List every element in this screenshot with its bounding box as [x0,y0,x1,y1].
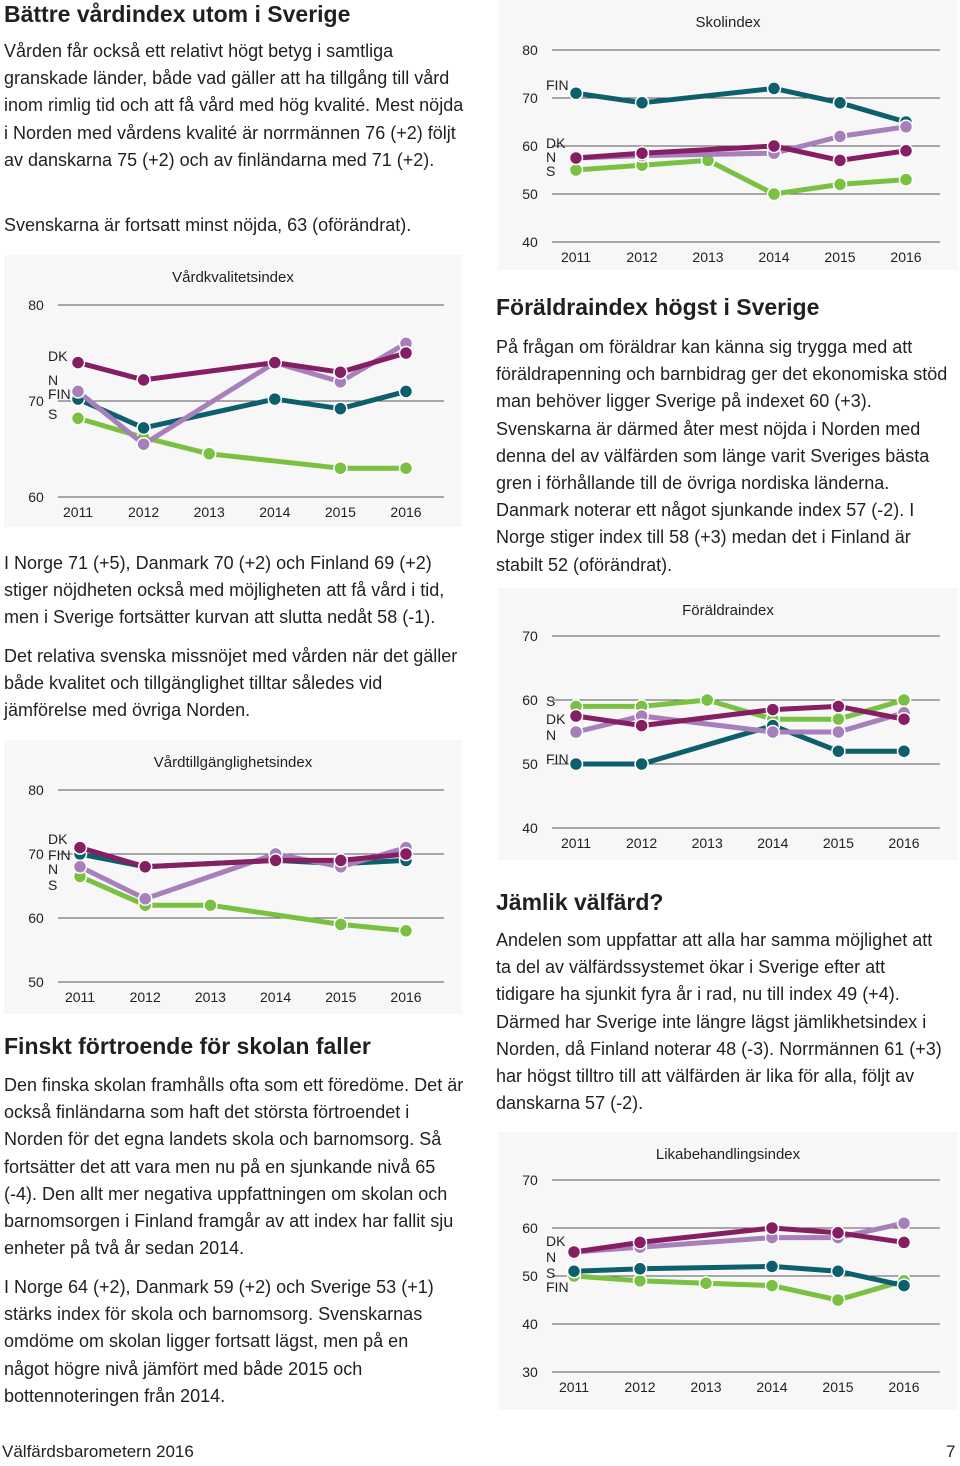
x-tick-label: 2013 [690,1379,722,1395]
series-label-dk: DK [546,135,566,151]
y-tick-label: 80 [28,782,44,798]
series-label-dk: DK [48,831,68,847]
x-tick-label: 2011 [62,504,94,520]
y-tick-label: 60 [522,692,538,708]
data-point-n [72,385,85,398]
series-label-n: N [48,861,59,877]
y-tick-label: 60 [28,910,44,926]
heading-vardindex: Bättre vårdindex utom i Sverige [4,1,351,27]
chart-vardkvalitetsindex [4,255,462,527]
data-point-dk [268,356,281,369]
series-label-n: N [546,1249,557,1265]
series-label-s: S [48,877,58,893]
data-point-fin [898,745,911,758]
data-point-s [832,1294,845,1307]
data-point-dk [139,860,152,873]
data-point-fin [268,393,281,406]
x-tick-label: 2016 [390,989,422,1005]
x-tick-label: 2014 [260,989,292,1005]
y-tick-label: 70 [522,628,538,644]
series-label-s: S [48,406,58,422]
chart-title: Vårdtillgänglighetsindex [153,754,313,771]
x-tick-label: 2014 [758,249,790,265]
chart-svg [4,255,462,527]
series-label-dk: DK [546,711,566,727]
y-tick-label: 50 [522,1268,538,1284]
data-point-s [334,918,347,931]
chart-foraldraindex [498,588,958,860]
data-point-fin [832,745,845,758]
series-line-s [574,1276,904,1300]
series-line-s [80,876,406,930]
chart-svg [498,0,958,270]
chart-title: Föräldraindex [682,602,774,619]
footer-title: Välfärdsbarometern 2016 [2,1442,194,1461]
data-point-fin [568,1265,581,1278]
series-line-dk [78,353,406,380]
series-label-n: N [48,372,59,388]
data-point-n [766,726,779,739]
x-tick-label: 2015 [822,1379,854,1395]
series-line-fin [576,726,904,764]
chart-svg [4,740,462,1014]
data-point-s [400,462,413,475]
data-point-s [834,178,847,191]
data-point-n [898,1217,911,1230]
data-point-s [634,1274,647,1287]
data-point-fin [766,1260,779,1273]
x-tick-label: 2013 [692,249,724,265]
data-point-dk [766,703,779,716]
data-point-s [768,188,781,201]
data-point-dk [898,1236,911,1249]
data-point-dk [766,1222,779,1235]
y-tick-label: 70 [522,90,538,106]
data-point-s [900,173,913,186]
series-label-s: S [546,1265,556,1281]
x-tick-label: 2011 [560,249,592,265]
series-line-s [576,160,906,194]
y-tick-label: 50 [522,756,538,772]
y-tick-label: 80 [522,42,538,58]
data-point-n [137,438,150,451]
data-point-dk [834,154,847,167]
data-point-fin [635,758,648,771]
data-point-n [900,120,913,133]
y-tick-label: 30 [522,1364,538,1380]
series-label-fin: FIN [48,847,71,863]
data-point-fin [334,402,347,415]
data-point-s [898,694,911,707]
data-point-s [334,462,347,475]
data-point-dk [570,710,583,723]
data-point-dk [636,147,649,160]
chart-svg [498,588,958,860]
x-tick-label: 2016 [888,1379,920,1395]
series-label-dk: DK [48,348,68,364]
data-point-dk [334,366,347,379]
data-point-n [832,726,845,739]
x-tick-label: 2012 [128,504,160,520]
data-point-fin [570,87,583,100]
data-point-s [700,1277,713,1290]
x-tick-label: 2016 [888,835,920,851]
page-number: 7 [946,1442,956,1461]
x-tick-label: 2014 [757,835,789,851]
data-point-fin [834,96,847,109]
data-point-s [204,899,217,912]
heading-skola: Finskt förtroende för skolan faller [4,1033,371,1059]
data-point-fin [768,82,781,95]
data-point-dk [400,848,413,861]
y-tick-label: 50 [28,974,44,990]
data-point-s [72,412,85,425]
data-point-dk [832,1226,845,1239]
x-tick-label: 2012 [626,249,658,265]
data-point-dk [137,373,150,386]
data-point-fin [634,1262,647,1275]
data-point-s [832,713,845,726]
data-point-n [834,130,847,143]
x-tick-label: 2013 [194,989,226,1005]
y-tick-label: 40 [522,234,538,250]
x-tick-label: 2012 [626,835,658,851]
chart-skolindex [498,0,958,270]
chart-title: Skolindex [695,14,761,31]
y-tick-label: 60 [522,1220,538,1236]
series-label-fin: FIN [48,386,71,402]
x-tick-label: 2012 [624,1379,656,1395]
data-point-fin [137,421,150,434]
chart-vardtillganglighetsindex [4,740,462,1014]
data-point-dk [900,144,913,157]
paragraph-skola-1: Den finska skolan framhålls ofta som ett föredöme. Det är också finländarna som haft det största förtroendet i Norden för det egna landets skola och barnomsorg. Så fortsätter det att vara men nu på en sjunkande nivå 65 (-4). Den allt mer negativa uppfattningen om skolan och barnomsorgen i Finland framgår av att index har fallit sju enheter på två år sedan 2014. [4,1075,464,1259]
series-label-s: S [546,693,556,709]
data-point-dk [634,1236,647,1249]
series-label-dk: DK [546,1233,566,1249]
x-tick-label: 2014 [756,1379,788,1395]
chart-likabehandlingsindex [498,1132,958,1410]
paragraph-vard-missnoje: Det relativa svenska missnöjet med vården när det gäller både kvalitet och tillgänglighet tilltar således vid jämförelse med övriga Norden. [4,646,458,721]
chart-title: Vårdkvalitetsindex [172,269,294,286]
chart-title: Likabehandlingsindex [655,1146,801,1163]
data-point-fin [898,1279,911,1292]
x-tick-label: 2015 [824,249,856,265]
series-line-n [80,848,406,899]
x-tick-label: 2012 [129,989,161,1005]
y-tick-label: 40 [522,820,538,836]
data-point-dk [269,854,282,867]
series-label-s: S [546,163,556,179]
data-point-fin [570,758,583,771]
data-point-dk [635,719,648,732]
x-tick-label: 2013 [691,835,723,851]
x-tick-label: 2016 [390,504,422,520]
paragraph-vard-intro: Vården får också ett relativt högt betyg i samtliga granskade länder, både vad gäller att ha tillgång till vård inom rimlig tid och att få vård med hög kvalité. Mest nöjda i Norden med vårdens kvalité är norrmännen 76 (+2) följt av danskarna 75 (+2) och av finländarna med 71 (+2). [4,41,464,170]
y-tick-label: 70 [28,846,44,862]
series-label-fin: FIN [546,751,569,767]
data-point-n [139,892,152,905]
heading-foraldraindex: Föräldraindex högst i Sverige [496,294,820,320]
series-label-n: N [546,727,557,743]
data-point-dk [570,152,583,165]
y-tick-label: 60 [28,489,44,505]
x-tick-label: 2015 [324,504,356,520]
series-line-s [78,418,406,468]
x-tick-label: 2016 [890,249,922,265]
y-tick-label: 70 [28,393,44,409]
x-tick-label: 2014 [259,504,291,520]
data-point-dk [898,713,911,726]
x-tick-label: 2013 [193,504,225,520]
y-tick-label: 70 [522,1172,538,1188]
paragraph-vard-tid: I Norge 71 (+5), Danmark 70 (+2) och Finland 69 (+2) stiger nöjdheten också med möjligheten att få vård i tid, men i Sverige fortsätter kurvan att slutta nedåt 58 (-1). [4,553,445,628]
data-point-dk [568,1246,581,1259]
data-point-dk [768,140,781,153]
data-point-fin [832,1265,845,1278]
paragraph-skola-2: I Norge 64 (+2), Danmark 59 (+2) och Sverige 53 (+1) stärks index för skola och barnomsorg. Svenskarnas omdöme om skolan ligger fortsatt lägst, men på en något högre nivå jämfört med både 2015 och bottennoteringen från 2014. [4,1277,434,1406]
paragraph-jamlik: Andelen som uppfattar att alla har samma möjlighet att ta del av välfärdssystemet ökar i Sverige efter att tidigare ha sjunkit fyra år i rad, nu till index 49 (+4). Därmed har Sverige inte längre lägst jämlikhetsindex i Norden, då Finland noterar 48 (-3). Norrmännen 61 (+3) har högst tilltro till att välfärden är lika för alla, följt av danskarna 57 (-2). [496,930,942,1114]
series-line-fin [78,391,406,427]
chart-svg [498,1132,958,1410]
data-point-s [570,164,583,177]
data-point-fin [636,96,649,109]
x-tick-label: 2011 [560,835,592,851]
data-point-s [400,924,413,937]
series-label-fin: FIN [546,77,569,93]
data-point-dk [400,347,413,360]
paragraph-vard-sweden: Svenskarna är fortsatt minst nöjda, 63 (oförändrat). [4,215,412,235]
y-tick-label: 60 [522,138,538,154]
data-point-dk [832,700,845,713]
x-tick-label: 2015 [325,989,357,1005]
series-line-n [78,343,406,444]
data-point-n [74,860,87,873]
x-tick-label: 2011 [558,1379,590,1395]
x-tick-label: 2011 [64,989,96,1005]
heading-jamlik: Jämlik välfärd? [496,889,664,915]
y-tick-label: 50 [522,186,538,202]
data-point-dk [72,356,85,369]
series-label-fin: FIN [546,1279,569,1295]
series-label-n: N [546,149,557,165]
data-point-fin [400,385,413,398]
data-point-s [701,694,714,707]
data-point-dk [334,854,347,867]
data-point-s [203,447,216,460]
data-point-n [570,726,583,739]
series-line-fin [576,88,906,122]
y-tick-label: 40 [522,1316,538,1332]
data-point-s [766,1279,779,1292]
y-tick-label: 80 [28,297,44,313]
paragraph-foraldraindex: På frågan om föräldrar kan känna sig trygga med att föräldrapenning och barnbidrag ger det ekonomiska stöd man behöver ligger Sverige på indexet 60 (+3). Svenskarna är därmed åter mest nöjda i Norden med denna del av välfärden som länge varit Sveriges bästa gren i förhållande till de övriga nordiska länderna. Danmark noterar ett något sjunkande index 57 (-2). I Norge stiger index till 58 (+3) medan det i Finland är stabilt 52 (oförändrat). [496,337,948,575]
x-tick-label: 2015 [822,835,854,851]
data-point-dk [74,841,87,854]
